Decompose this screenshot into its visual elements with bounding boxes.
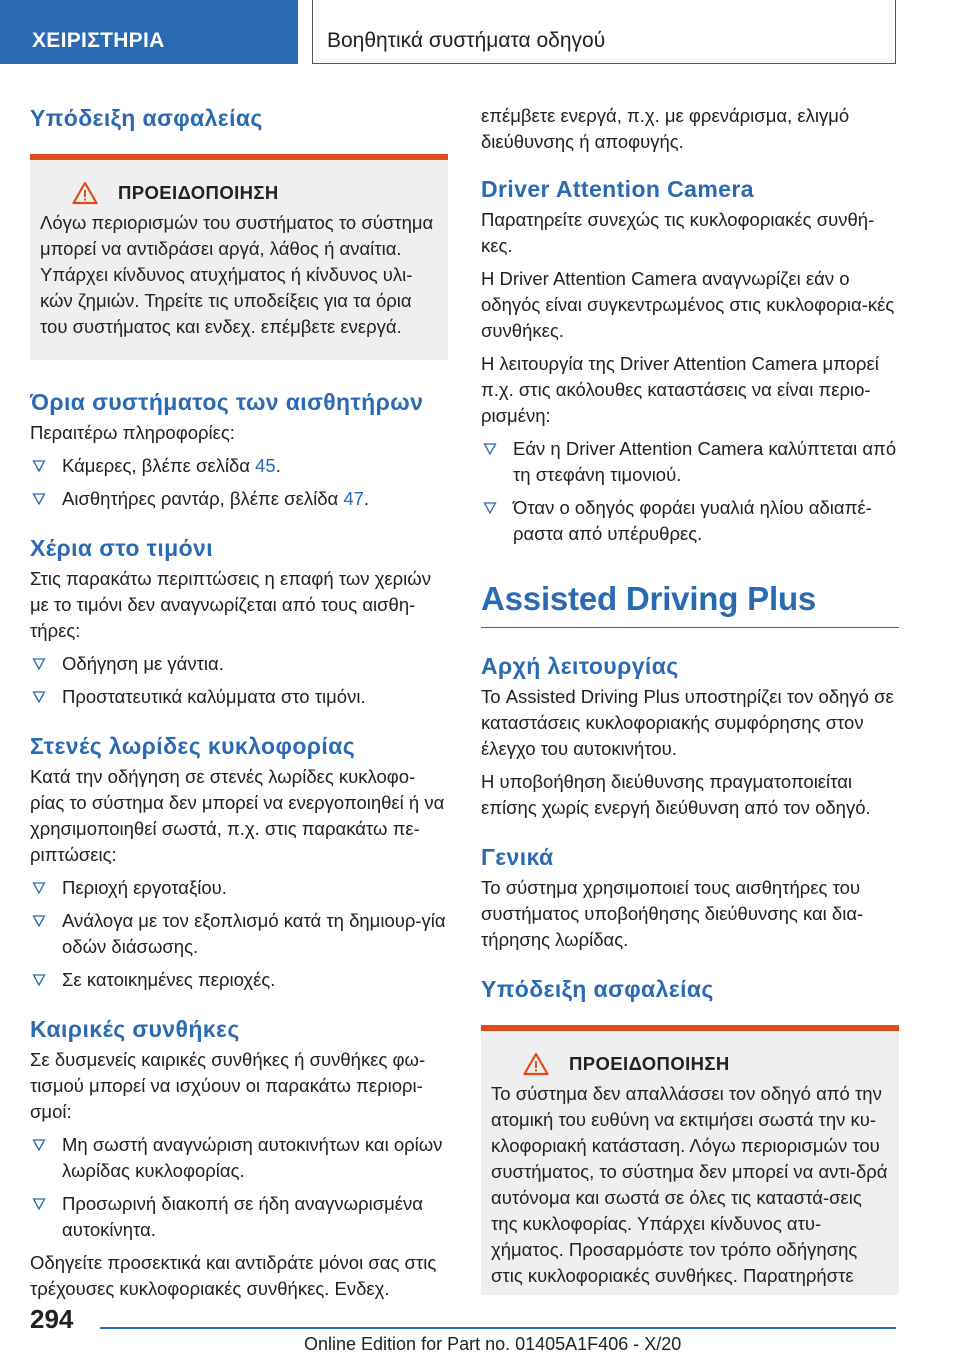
list-item: [30, 486, 448, 512]
bullet-triangle-icon: [32, 973, 46, 987]
dac-paragraph-1: Παρατηρείτε συνεχώς τις κυκλοφοριακές συνθή-κες.: [481, 209, 875, 256]
list-item-text: Ανάλογα με τον εξοπλισμό κατά τη δημιουρ-γία οδών διάσωσης.: [62, 910, 446, 957]
sensor-limits-list: [30, 453, 448, 512]
footer-divider: [100, 1327, 896, 1329]
adp-chapter-heading: Assisted Driving Plus: [481, 579, 899, 628]
list-item: [30, 1132, 448, 1184]
chapter-title: Βοηθητικά συστήματα οδηγού: [327, 29, 606, 52]
bullet-triangle-icon: [483, 501, 497, 515]
list-item-text: Μη σωστή αναγνώριση αυτοκινήτων και ορίων λωρίδας κυκλοφορίας.: [62, 1134, 443, 1181]
bullet-triangle-icon: [32, 492, 46, 506]
warning-label: ΠΡΟΕΙΔΟΠΟΙΗΣΗ: [118, 182, 279, 203]
list-item-text: Προστατευτικά καλύμματα στο τιμόνι.: [62, 686, 366, 707]
principle-paragraph-1: Το Assisted Driving Plus υποστηρίζει τον οδηγό σε καταστάσεις κυκλοφοριακής συμφόρησης στον έλεγχο του αυτοκινήτου.: [481, 686, 894, 759]
warning-box-2: [481, 1025, 899, 1295]
bullet-triangle-icon: [32, 690, 46, 704]
sensor-limits-heading: Όρια συστήματος των αισθητήρων: [30, 389, 424, 415]
general-heading: Γενικά: [481, 844, 554, 870]
page-link-45[interactable]: 45: [255, 455, 276, 476]
bullet-triangle-icon: [32, 914, 46, 928]
principle-paragraph-2: Η υποβοήθηση διεύθυνσης πραγματοποιείται επίσης χωρίς ενεργή διεύθυνση από τον οδηγό.: [481, 771, 871, 818]
bullet-triangle-icon: [32, 1138, 46, 1152]
weather-intro: Σε δυσμενείς καιρικές συνθήκες ή συνθήκες φω-τισμού μπορεί να ισχύουν οι παρακάτω περιορι-σμοί:: [30, 1049, 426, 1122]
weather-list: [30, 1132, 448, 1243]
list-item: [481, 436, 899, 488]
page-link-47[interactable]: 47: [343, 488, 364, 509]
dac-heading: Driver Attention Camera: [481, 176, 754, 202]
list-item-text: Όταν ο οδηγός φοράει γυαλιά ηλίου αδιαπέ-ραστα από υπέρυθρες.: [513, 497, 872, 544]
hands-heading: Χέρια στο τιμόνι: [30, 535, 214, 561]
section-label: ΧΕΙΡΙΣΤΗΡΙΑ: [32, 29, 165, 52]
section-tab: [0, 0, 298, 64]
list-item-text: Οδήγηση με γάντια.: [62, 653, 224, 674]
hands-intro: Στις παρακάτω περιπτώσεις η επαφή των χεριών με το τιμόνι δεν αναγνωρίζεται από τους αισθη-τήρες:: [30, 568, 431, 641]
page-number: 294: [30, 1304, 74, 1334]
safety-heading: Υπόδειξη ασφαλείας: [30, 105, 263, 131]
sensor-limits-intro: Περαιτέρω πληροφορίες:: [30, 422, 235, 443]
edition-note: Online Edition for Part no. 01405A1F406 - X/20: [304, 1334, 682, 1354]
bullet-triangle-icon: [32, 881, 46, 895]
list-item: [30, 684, 448, 710]
narrow-lanes-list: [30, 875, 448, 993]
dac-paragraph-2: Η Driver Attention Camera αναγνωρίζει εάν ο οδηγός είναι συγκεντρωμένος στις κυκλοφορια-κές συνθήκες.: [481, 268, 895, 341]
right-column: [481, 96, 899, 1295]
weather-heading: Καιρικές συνθήκες: [30, 1016, 240, 1042]
warning-header: [40, 180, 438, 206]
list-item-text: Σε κατοικημένες περιοχές.: [62, 969, 276, 990]
warning-triangle-icon: [72, 181, 98, 205]
chapter-title-box: [312, 0, 896, 64]
narrow-lanes-intro: Κατά την οδήγηση σε στενές λωρίδες κυκλοφο-ρίας το σύστημα δεν μπορεί να ενεργοποιηθεί ή να χρησιμοποιηθεί σωστά, π.χ. στις παρακάτω πε-ριπτώσεις:: [30, 766, 445, 865]
list-item: [481, 495, 899, 547]
left-column: [30, 96, 448, 1302]
page-header: [0, 0, 960, 66]
principle-heading: Αρχή λειτουργίας: [481, 653, 679, 679]
bullet-triangle-icon: [483, 442, 497, 456]
warning-text-2: Το σύστημα δεν απαλλάσσει τον οδηγό από την ατομική του ευθύνη να εκτιμήσει σωστά την κυ-κλοφοριακή κατάσταση. Λόγω περιορισμών του συστήματος, το σύστημα δεν μπορεί να αντι-δρά αυτόνομα και σωστά σε όλες τις καταστά-σεις της κυκλοφορίας. Υπάρχει κίνδυνος ατυ-χήματος. Προσαρμόστε τον τρόπο οδήγησης στις κυκλοφοριακές συνθήκες. Παρατηρήστε: [491, 1083, 888, 1286]
hands-list: [30, 651, 448, 710]
warning-label-2: ΠΡΟΕΙΔΟΠΟΙΗΣΗ: [569, 1053, 730, 1074]
safety-heading-2: Υπόδειξη ασφαλείας: [481, 976, 714, 1002]
list-item: [30, 1191, 448, 1243]
list-item: [30, 651, 448, 677]
bullet-triangle-icon: [32, 459, 46, 473]
narrow-lanes-heading: Στενές λωρίδες κυκλοφορίας: [30, 733, 356, 759]
list-item: [30, 908, 448, 960]
warning-box: [30, 154, 448, 360]
warning-text: Λόγω περιορισμών του συστήματος το σύστημα μπορεί να αντιδράσει αργά, λάθος ή αναίτια. Υπάρχει κίνδυνος ατυχήματος ή κίνδυνος υλι-κών ζημιών. Τηρείτε τις υποδείξεις για τα όρια του συστήματος και ενδεχ. επέμβετε ενεργά.: [40, 212, 434, 337]
continuation-text: επέμβετε ενεργά, π.χ. με φρενάρισμα, ελιγμό διεύθυνσης ή αποφυγής.: [481, 105, 850, 152]
list-item-text: Περιοχή εργοταξίου.: [62, 877, 227, 898]
warning-triangle-icon: [523, 1052, 549, 1076]
list-item-text: Εάν η Driver Attention Camera καλύπτεται από τη στεφάνη τιμονιού.: [513, 438, 897, 485]
list-item: [30, 453, 448, 479]
list-item-end: .: [363, 488, 370, 509]
bullet-triangle-icon: [32, 657, 46, 671]
warning-header-2: [491, 1051, 889, 1077]
weather-outro: Οδηγείτε προσεκτικά και αντιδράτε μόνοι σας στις τρέχουσες κυκλοφοριακές συνθήκες. Ενδεχ.: [30, 1252, 437, 1299]
dac-list: [481, 436, 899, 547]
list-item-text: Προσωρινή διακοπή σε ήδη αναγνωρισμένα αυτοκίνητα.: [62, 1193, 424, 1240]
list-item-end: .: [275, 455, 281, 476]
dac-paragraph-3: Η λειτουργία της Driver Attention Camera μπορεί π.χ. στις ακόλουθες καταστάσεις να είναι περιο-ρισμένη:: [481, 353, 879, 426]
bullet-triangle-icon: [32, 1197, 46, 1211]
list-item-text: Αισθητήρες ραντάρ, βλέπε σελίδα: [62, 488, 344, 509]
list-item: [30, 967, 448, 993]
general-paragraph: Το σύστημα χρησιμοποιεί τους αισθητήρες του συστήματος υποβοήθησης διεύθυνσης και δια-τήρησης λωρίδας.: [481, 877, 864, 950]
list-item-text: Κάμερες, βλέπε σελίδα: [62, 455, 256, 476]
list-item: [30, 875, 448, 901]
